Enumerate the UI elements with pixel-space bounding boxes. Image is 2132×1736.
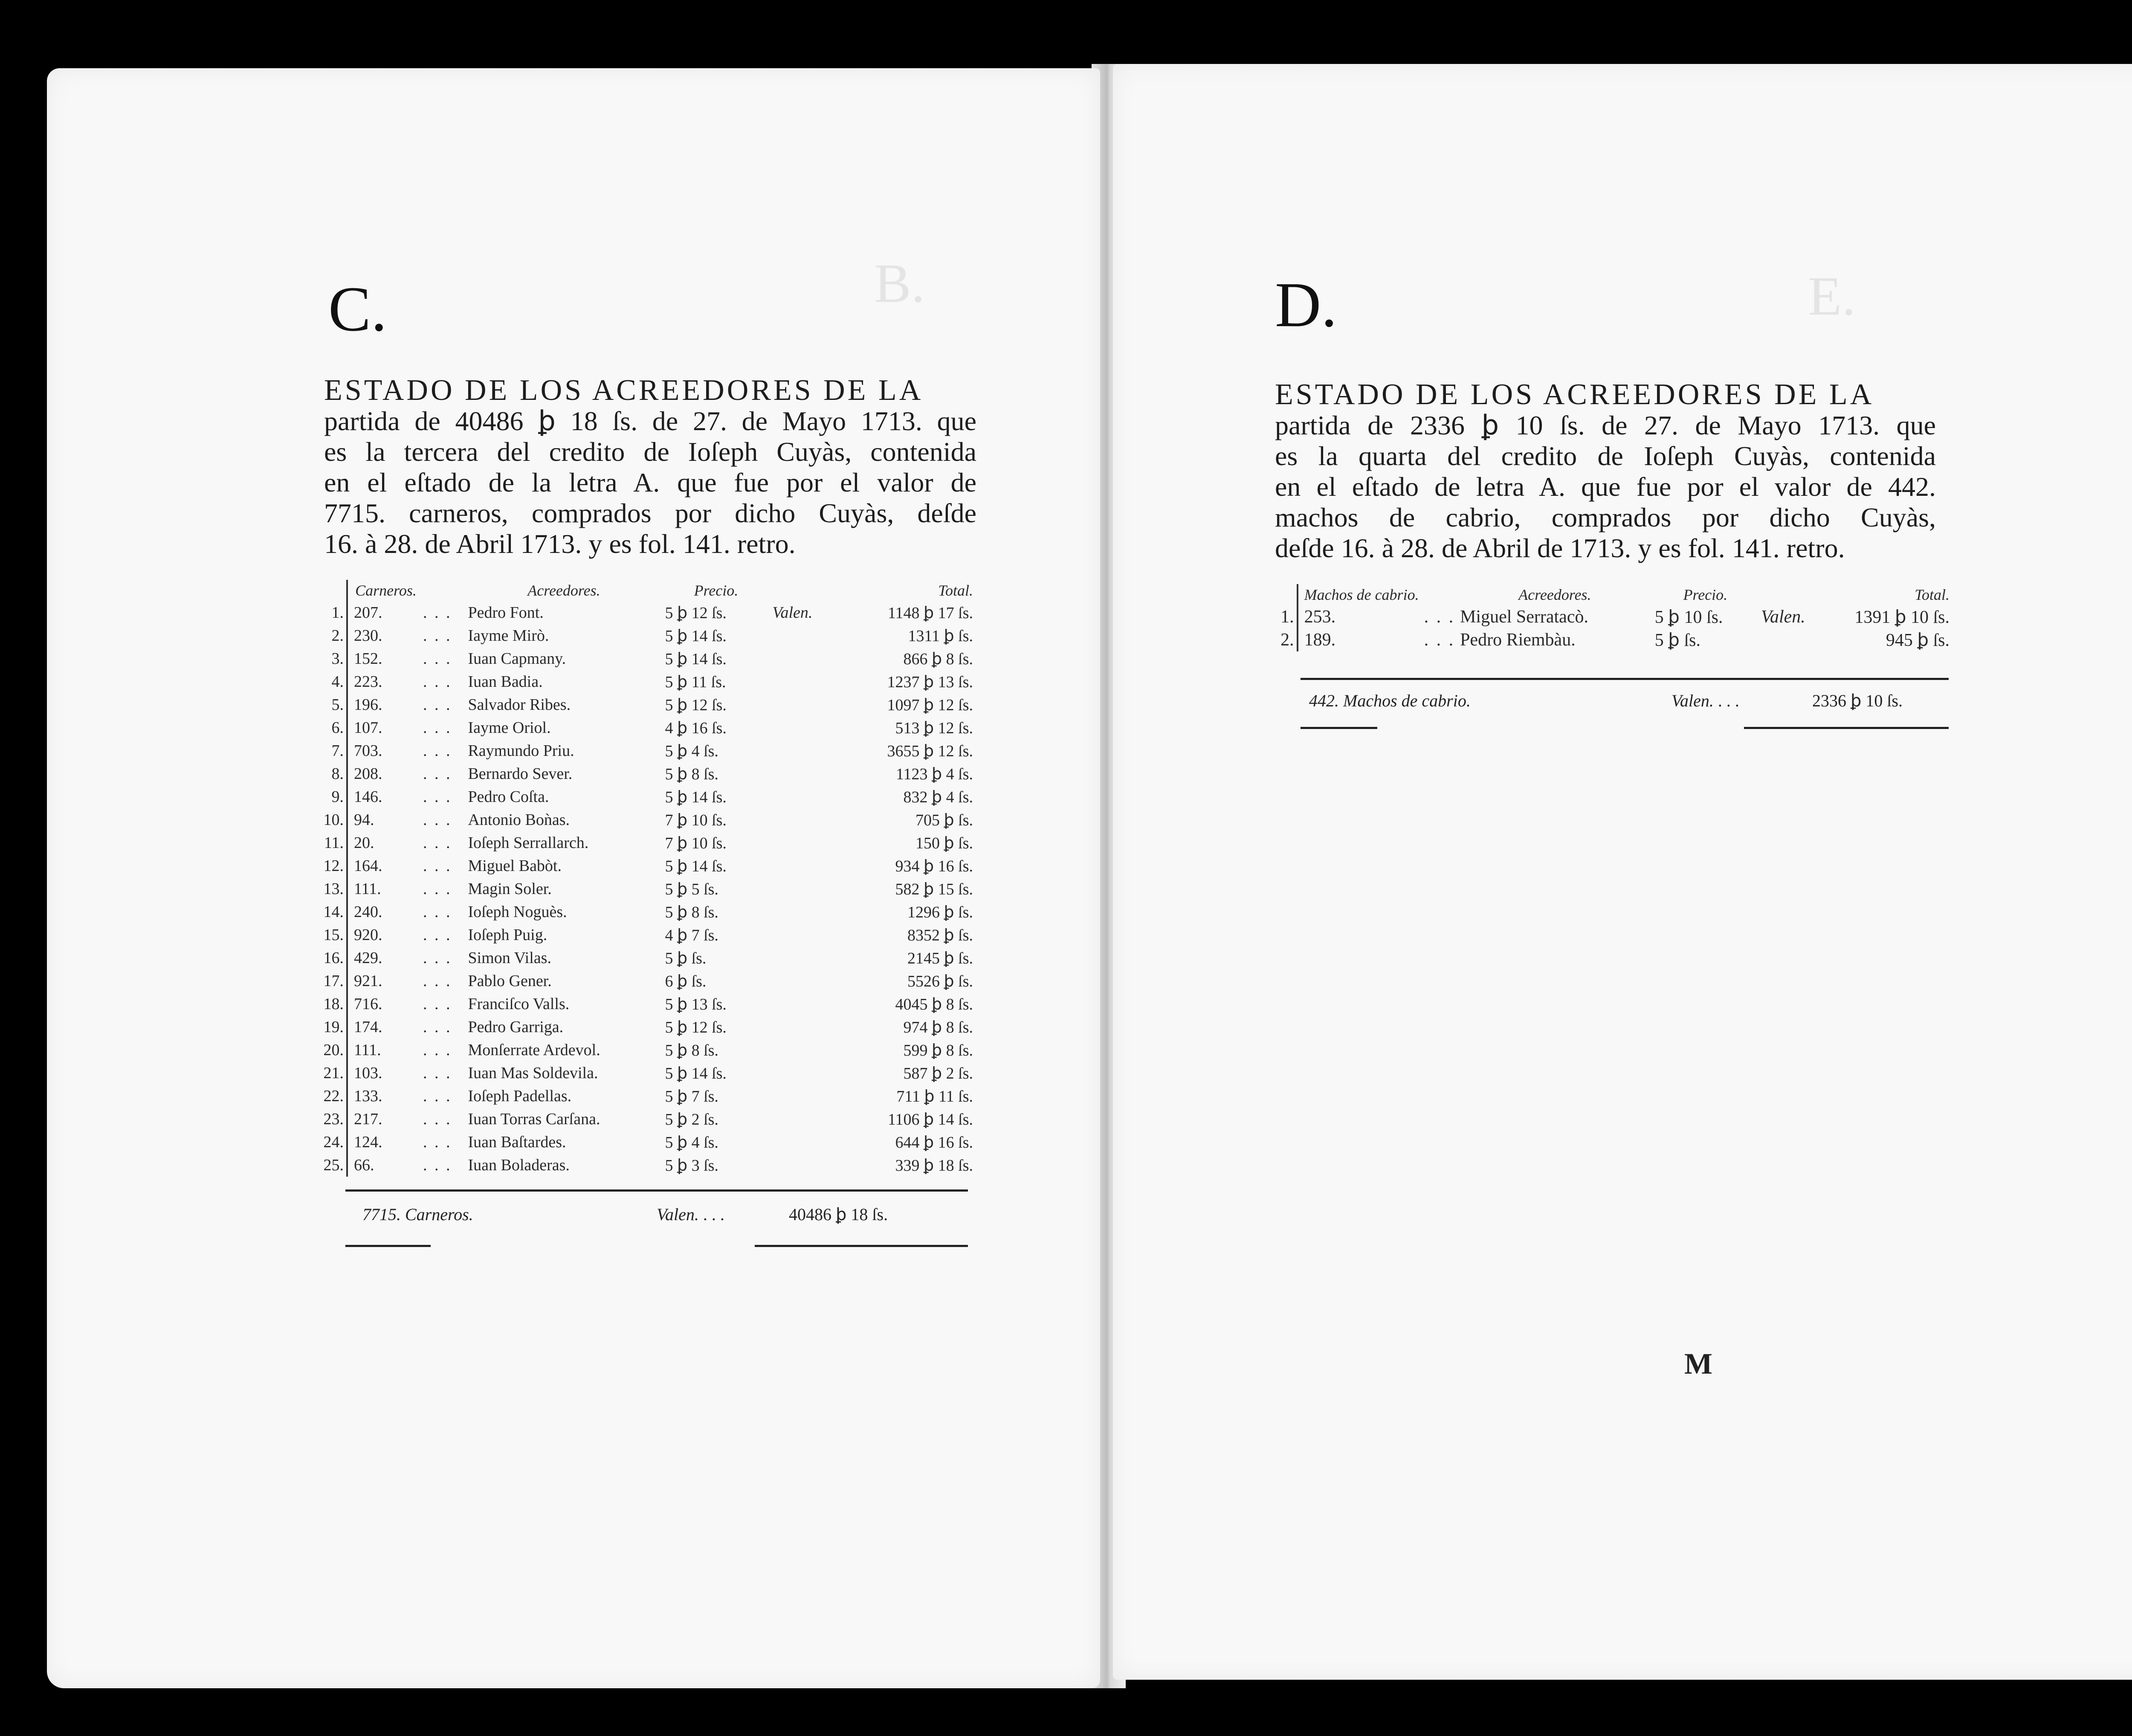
row-leader: . . .: [1424, 607, 1455, 627]
summary-rule: [1301, 678, 1949, 680]
heading-line: partida de 40486 ꝧ 18 ſs. de 27. de Mayo 1713. que: [324, 406, 976, 436]
row-number: 10.: [323, 811, 344, 829]
col-qty: Carneros.: [347, 580, 420, 601]
row-total: 4045 ꝧ 8 ſs.: [895, 995, 973, 1013]
row-creditor: Franciſco Valls.: [468, 995, 570, 1013]
summary-underline: [345, 1245, 431, 1247]
section-letter: D.: [1275, 269, 1337, 340]
row-creditor: Pedro Garriga.: [468, 1018, 564, 1036]
row-qty: 111.: [347, 877, 420, 900]
row-number: 11.: [324, 834, 344, 852]
row-valen: [770, 854, 830, 877]
section-letter: C.: [328, 274, 387, 344]
row-price: 5 ꝧ 8 ſs.: [665, 903, 718, 921]
table-row: [311, 1108, 976, 1131]
row-leader: . . .: [423, 949, 452, 967]
row-qty: 66.: [347, 1154, 420, 1177]
row-valen: [770, 1108, 830, 1131]
table-header: [1262, 584, 1952, 605]
table-row: [311, 923, 976, 946]
row-qty: 208.: [347, 762, 420, 785]
row-price: 5 ꝧ ſs.: [1654, 631, 1700, 650]
row-total: 711 ꝧ 11 ſs.: [896, 1087, 973, 1105]
row-leader: . . .: [423, 1133, 452, 1151]
row-valen: [770, 808, 830, 831]
row-leader: . . .: [423, 604, 452, 622]
table-row: [311, 808, 976, 831]
row-leader: . . .: [423, 788, 452, 806]
row-leader: . . .: [423, 650, 452, 668]
table-row: [1262, 605, 1952, 628]
row-total: 945 ꝧ ſs.: [1886, 631, 1950, 650]
creditors-table: [1262, 584, 1953, 651]
row-number: 25.: [323, 1156, 344, 1174]
row-creditor: Iayme Mirò.: [468, 627, 549, 645]
heading-line: 7715. carneros, comprados por dicho Cuyàs, deſde: [324, 498, 976, 528]
row-qty: 146.: [347, 785, 420, 808]
row-price: 5 ꝧ 8 ſs.: [665, 765, 718, 783]
row-total: 3655 ꝧ 12 ſs.: [887, 742, 973, 760]
table-row: [311, 992, 976, 1016]
summary-qty: 442. Machos de cabrio.: [1309, 691, 1471, 710]
row-number: 5.: [331, 696, 344, 714]
row-total: 1097 ꝧ 12 ſs.: [887, 696, 973, 714]
table-row: [311, 624, 976, 647]
table-row: [311, 877, 976, 900]
row-valen: [770, 923, 830, 946]
row-number: 1.: [1280, 607, 1294, 627]
row-price: 5 ꝧ 8 ſs.: [665, 1041, 718, 1059]
row-total: 1296 ꝧ ſs.: [907, 903, 973, 921]
col-creditors: Acreedores.: [1518, 586, 1591, 603]
table-header: [311, 580, 976, 601]
row-leader: . . .: [423, 995, 452, 1013]
row-number: 17.: [323, 972, 344, 990]
stamp-mark: M: [1684, 1348, 1713, 1380]
row-qty: 716.: [347, 992, 420, 1016]
col-qty: Machos de cabrio.: [1298, 584, 1422, 605]
row-price: 5 ꝧ 12 ſs.: [665, 604, 727, 622]
left-page: [47, 68, 1100, 1688]
row-total: 1391 ꝧ 10 ſs.: [1854, 608, 1950, 627]
row-leader: . . .: [423, 1156, 452, 1174]
row-price: 5 ꝧ 14 ſs.: [665, 627, 727, 645]
row-leader: . . .: [423, 765, 452, 783]
row-number: 1.: [331, 604, 344, 622]
row-number: 19.: [323, 1018, 344, 1036]
row-number: 12.: [323, 857, 344, 875]
row-total: 934 ꝧ 16 ſs.: [895, 857, 973, 875]
summary-valen: Valen. . . .: [657, 1205, 724, 1224]
table-row: [311, 693, 976, 716]
row-valen: [770, 624, 830, 647]
row-total: 5526 ꝧ ſs.: [907, 972, 973, 990]
row-leader: . . .: [423, 834, 452, 852]
row-qty: 103.: [347, 1062, 420, 1085]
row-qty: 152.: [347, 647, 420, 670]
table-row: [1262, 628, 1952, 651]
row-qty: 920.: [347, 923, 420, 946]
row-price: 5 ꝧ 13 ſs.: [665, 995, 727, 1013]
row-valen: Valen.: [1761, 607, 1805, 627]
table-row: [311, 854, 976, 877]
row-valen: Valen.: [772, 604, 813, 622]
row-valen: [770, 1039, 830, 1062]
table-row: [311, 716, 976, 739]
summary-valen: Valen. . . .: [1671, 691, 1739, 710]
row-leader: . . .: [423, 673, 452, 691]
row-number: 23.: [323, 1110, 344, 1128]
row-creditor: Pedro Coſta.: [468, 788, 549, 806]
row-leader: . . .: [423, 627, 452, 645]
row-price: 5 ꝧ 10 ſs.: [1654, 608, 1723, 627]
row-creditor: Miguel Babòt.: [468, 857, 562, 875]
row-creditor: Bernardo Sever.: [468, 765, 573, 783]
row-qty: 174.: [347, 1016, 420, 1039]
creditors-table: [311, 580, 976, 1177]
row-price: 5 ꝧ 12 ſs.: [665, 696, 727, 714]
row-valen: [770, 762, 830, 785]
table-row: [311, 900, 976, 923]
row-price: 5 ꝧ 4 ſs.: [665, 742, 718, 760]
table-row: [311, 601, 976, 624]
show-through-letter: B.: [874, 253, 925, 314]
row-creditor: Pedro Font.: [468, 604, 544, 622]
row-price: 5 ꝧ ſs.: [665, 949, 707, 967]
row-qty: 107.: [347, 716, 420, 739]
heading-line: en el eſtado de la letra A. que fue por el valor de: [324, 467, 976, 498]
row-creditor: Ioſeph Puig.: [468, 926, 547, 944]
row-creditor: Iuan Mas Soldevila.: [468, 1064, 598, 1082]
row-total: 339 ꝧ 18 ſs.: [895, 1156, 973, 1175]
summary-underline: [755, 1245, 968, 1247]
row-qty: 164.: [347, 854, 420, 877]
row-qty: 111.: [347, 1039, 420, 1062]
table-row: [311, 946, 976, 969]
row-valen: [770, 716, 830, 739]
row-creditor: Ioſeph Noguès.: [468, 903, 567, 921]
row-total: 587 ꝧ 2 ſs.: [903, 1064, 973, 1082]
row-number: 6.: [331, 719, 344, 737]
row-price: 5 ꝧ 2 ſs.: [665, 1110, 718, 1128]
row-valen: [770, 1016, 830, 1039]
row-valen: [770, 877, 830, 900]
row-price: 5 ꝧ 14 ſs.: [665, 788, 727, 806]
row-total: 1237 ꝧ 13 ſs.: [887, 673, 973, 691]
row-creditor: Monſerrate Ardevol.: [468, 1041, 600, 1059]
row-number: 2.: [331, 627, 344, 645]
table-row: [311, 647, 976, 670]
row-creditor: Simon Vilas.: [468, 949, 551, 967]
row-leader: . . .: [423, 926, 452, 944]
row-total: 2145 ꝧ ſs.: [907, 949, 973, 967]
row-price: 4 ꝧ 16 ſs.: [665, 719, 727, 737]
row-valen: [770, 900, 830, 923]
row-total: 705 ꝧ ſs.: [915, 811, 973, 829]
row-price: 5 ꝧ 11 ſs.: [665, 673, 726, 691]
row-number: 4.: [331, 673, 344, 691]
row-valen: [770, 946, 830, 969]
row-leader: . . .: [423, 696, 452, 714]
row-qty: 124.: [347, 1131, 420, 1154]
row-creditor: Ioſeph Serrallarch.: [468, 834, 589, 852]
row-total: 866 ꝧ 8 ſs.: [903, 650, 973, 668]
row-total: 582 ꝧ 15 ſs.: [895, 880, 973, 898]
row-qty: 196.: [347, 693, 420, 716]
row-price: 5 ꝧ 5 ſs.: [665, 880, 718, 898]
show-through-letter: E.: [1808, 266, 1856, 327]
row-number: 8.: [331, 765, 344, 783]
row-number: 18.: [323, 995, 344, 1013]
heading-line: es la tercera del credito de Ioſeph Cuyàs, contenida: [324, 437, 976, 467]
row-valen: [1758, 628, 1808, 651]
table-row: [311, 1154, 976, 1177]
row-valen: [770, 1154, 830, 1177]
row-creditor: Antonio Boǹas.: [468, 811, 570, 829]
row-creditor: Ioſeph Padellas.: [468, 1087, 572, 1105]
table-row: [311, 762, 976, 785]
table-row: [311, 670, 976, 693]
table-row: [311, 1085, 976, 1108]
row-valen: [770, 1085, 830, 1108]
row-total: 832 ꝧ 4 ſs.: [903, 788, 973, 806]
table-row: [311, 969, 976, 992]
row-qty: 429.: [347, 946, 420, 969]
table-row: [311, 739, 976, 762]
row-qty: 207.: [347, 601, 420, 624]
row-qty: 94.: [347, 808, 420, 831]
row-total: 8352 ꝧ ſs.: [907, 926, 973, 944]
row-price: 5 ꝧ 14 ſs.: [665, 857, 727, 875]
section-heading: [324, 375, 976, 559]
row-price: 7 ꝧ 10 ſs.: [665, 811, 727, 829]
row-number: 21.: [323, 1064, 344, 1082]
heading-title: ESTADO DE LOS ACREEDORES DE LA: [324, 374, 924, 407]
summary-underline: [1744, 727, 1949, 729]
table-row: [311, 785, 976, 808]
summary-total: 40486 ꝧ 18 ſs.: [789, 1205, 888, 1224]
summary-qty: 7715. Carneros.: [362, 1205, 473, 1224]
row-leader: . . .: [423, 1064, 452, 1082]
right-page: [1113, 64, 2132, 1680]
row-total: 513 ꝧ 12 ſs.: [895, 719, 973, 737]
row-number: 9.: [331, 788, 344, 806]
col-price: Precio.: [1683, 586, 1728, 603]
row-qty: 253.: [1298, 605, 1422, 628]
row-creditor: Magin Soler.: [468, 880, 552, 898]
row-creditor: Iuan Badia.: [468, 673, 543, 691]
row-qty: 921.: [347, 969, 420, 992]
row-number: 20.: [323, 1041, 344, 1059]
heading-line: 16. à 28. de Abril 1713. y es fol. 141. retro.: [324, 529, 796, 559]
row-price: 5 ꝧ 14 ſs.: [665, 650, 727, 668]
col-creditors: Acreedores.: [527, 582, 600, 599]
table-row: [311, 1016, 976, 1039]
row-total: 644 ꝧ 16 ſs.: [895, 1133, 973, 1152]
row-number: 14.: [323, 903, 344, 921]
row-price: 7 ꝧ 10 ſs.: [665, 834, 727, 852]
row-total: 150 ꝧ ſs.: [915, 834, 973, 852]
row-creditor: Pedro Riembàu.: [1460, 630, 1576, 650]
row-creditor: Iuan Baſtardes.: [468, 1133, 566, 1151]
row-valen: [770, 831, 830, 854]
row-price: 4 ꝧ 7 ſs.: [665, 926, 718, 944]
row-creditor: Miguel Serratacò.: [1460, 607, 1588, 627]
row-total: 974 ꝧ 8 ſs.: [903, 1018, 973, 1036]
heading-line: partida de 2336 ꝧ 10 ſs. de 27. de Mayo 1713. que: [1275, 410, 1936, 440]
row-number: 15.: [323, 926, 344, 944]
row-valen: [770, 969, 830, 992]
row-total: 1123 ꝧ 4 ſs.: [895, 765, 973, 783]
row-leader: . . .: [423, 857, 452, 875]
row-valen: [770, 739, 830, 762]
row-valen: [770, 1131, 830, 1154]
row-number: 16.: [323, 949, 344, 967]
row-number: 3.: [331, 650, 344, 668]
row-price: 5 ꝧ 4 ſs.: [665, 1133, 718, 1152]
summary-rule: [345, 1189, 968, 1192]
row-price: 5 ꝧ 3 ſs.: [665, 1156, 718, 1175]
summary-total: 2336 ꝧ 10 ſs.: [1812, 691, 1903, 710]
row-qty: 189.: [1298, 628, 1422, 651]
row-total: 1311 ꝧ ſs.: [908, 627, 973, 645]
row-qty: 20.: [347, 831, 420, 854]
row-leader: . . .: [423, 972, 452, 990]
row-leader: . . .: [423, 1110, 452, 1128]
row-total: 1106 ꝧ 14 ſs.: [887, 1110, 973, 1128]
row-leader: . . .: [423, 719, 452, 737]
col-total: Total.: [1915, 586, 1950, 603]
row-creditor: Salvador Ribes.: [468, 696, 571, 714]
row-creditor: Pablo Gener.: [468, 972, 552, 990]
heading-title: ESTADO DE LOS ACREEDORES DE LA: [1275, 378, 1874, 411]
row-valen: [770, 992, 830, 1016]
row-valen: [770, 647, 830, 670]
row-leader: . . .: [1424, 630, 1455, 650]
row-leader: . . .: [423, 880, 452, 898]
table-row: [311, 1131, 976, 1154]
table-row: [311, 831, 976, 854]
heading-line: deſde 16. à 28. de Abril de 1713. y es fol. 141. retro.: [1275, 533, 1845, 563]
row-valen: [770, 1062, 830, 1085]
row-creditor: Raymundo Priu.: [468, 742, 574, 760]
row-qty: 703.: [347, 739, 420, 762]
summary-underline: [1301, 727, 1377, 729]
row-creditor: Iuan Boladeras.: [468, 1156, 570, 1174]
row-number: 2.: [1280, 630, 1294, 650]
row-qty: 217.: [347, 1108, 420, 1131]
row-qty: 133.: [347, 1085, 420, 1108]
row-leader: . . .: [423, 1041, 452, 1059]
heading-line: es la quarta del credito de Ioſeph Cuyàs, contenida: [1275, 441, 1936, 471]
col-total: Total.: [938, 582, 973, 599]
row-price: 5 ꝧ 12 ſs.: [665, 1018, 727, 1036]
col-price: Precio.: [694, 582, 739, 599]
row-number: 22.: [323, 1087, 344, 1105]
heading-line: en el eſtado de letra A. que fue por el valor de 442.: [1275, 472, 1936, 502]
row-valen: [770, 785, 830, 808]
row-valen: [770, 693, 830, 716]
row-price: 6 ꝧ ſs.: [665, 972, 707, 990]
section-heading: [1275, 379, 1936, 564]
row-qty: 230.: [347, 624, 420, 647]
row-leader: . . .: [423, 903, 452, 921]
table-row: [311, 1062, 976, 1085]
row-number: 13.: [323, 880, 344, 898]
row-total: 599 ꝧ 8 ſs.: [903, 1041, 973, 1059]
row-leader: . . .: [423, 1087, 452, 1105]
row-price: 5 ꝧ 7 ſs.: [665, 1087, 718, 1105]
row-leader: . . .: [423, 742, 452, 760]
row-qty: 240.: [347, 900, 420, 923]
row-number: 7.: [331, 742, 344, 760]
row-leader: . . .: [423, 811, 452, 829]
row-total: 1148 ꝧ 17 ſs.: [887, 604, 973, 622]
row-creditor: Iuan Capmany.: [468, 650, 566, 668]
row-leader: . . .: [423, 1018, 452, 1036]
row-creditor: Iayme Oriol.: [468, 719, 551, 737]
table-row: [311, 1039, 976, 1062]
row-number: 24.: [323, 1133, 344, 1151]
row-price: 5 ꝧ 14 ſs.: [665, 1064, 727, 1082]
row-creditor: Iuan Torras Carſana.: [468, 1110, 600, 1128]
row-qty: 223.: [347, 670, 420, 693]
heading-line: machos de cabrio, comprados por dicho Cuyàs,: [1275, 502, 1936, 532]
row-valen: [770, 670, 830, 693]
